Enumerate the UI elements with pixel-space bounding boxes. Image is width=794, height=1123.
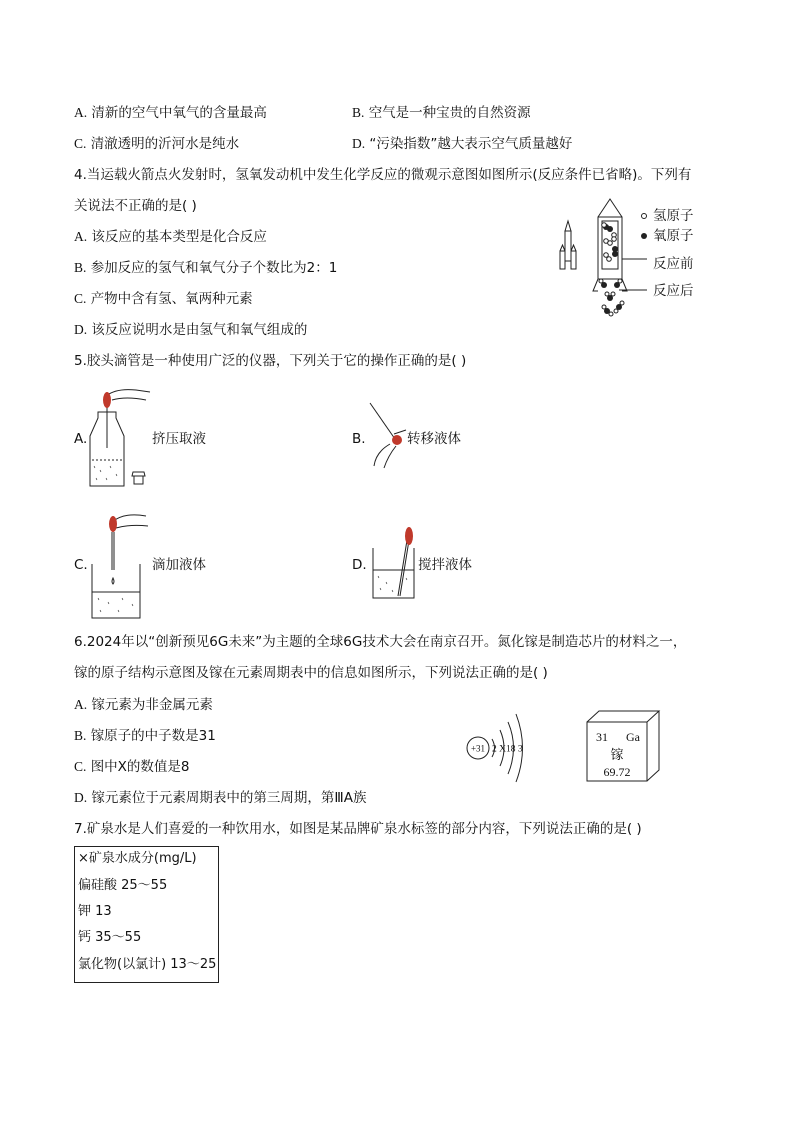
- q3-option-a: [74, 103, 267, 123]
- option-label: A.: [74, 105, 88, 120]
- dropper-bulb: [392, 435, 402, 445]
- label-row-chloride: 氯化物(以氯计) 13～25: [78, 957, 217, 972]
- dropper-dropping-figure: [88, 508, 152, 620]
- reactant-molecules: [602, 223, 618, 262]
- q6-stem-line2: 镓的原子结构示意图及镓在元素周期表中的信息如图所示，下列说法正确的是( ): [74, 665, 548, 681]
- dropper-transfer-figure: [366, 400, 410, 472]
- option-text: 产物中含有氢、氧两种元素: [90, 291, 253, 307]
- option-label: A.: [74, 697, 88, 712]
- legend-hydrogen-label: 氢原子: [653, 208, 694, 224]
- q7-stem: 7.矿泉水是人们喜爱的一种饮用水，如图是某品牌矿泉水标签的部分内容，下列说法正确的是( ): [74, 821, 642, 837]
- electron-shells: 2 X18 3: [492, 744, 523, 755]
- q5-option-c-text: 滴加液体: [152, 557, 206, 573]
- q6-option-a: [74, 695, 213, 715]
- dropper-bulb: [103, 392, 111, 408]
- option-text: 该反应的基本类型是化合反应: [91, 229, 267, 245]
- q4-stem-line1: 4.当运载火箭点火发射时，氢氧发动机中发生化学反应的微观示意图如图所示(反应条件已省略)。下列有: [74, 167, 692, 183]
- label-row-potassium: 钾 13: [78, 904, 112, 919]
- q5-option-b-text: 转移液体: [407, 431, 461, 447]
- q5-option-a-text: 挤压取液: [152, 431, 206, 447]
- mineral-water-label-table: [74, 846, 219, 983]
- option-label: C.: [74, 291, 87, 306]
- option-label: D.: [352, 136, 366, 151]
- hydrogen-legend-icon: [642, 214, 647, 219]
- dropper-squeeze-figure: [86, 388, 154, 492]
- option-label: C.: [74, 136, 87, 151]
- option-label: D.: [74, 790, 88, 805]
- q4-option-b: [74, 258, 337, 278]
- label-row-metasilicic-acid: 偏硅酸 25～55: [78, 878, 168, 893]
- q4-option-c: [74, 289, 253, 309]
- before-reaction-label: 反应前: [653, 256, 694, 272]
- label-row-title: ×矿泉水成分(mg/L): [78, 851, 197, 866]
- q5-stem: 5.胶头滴管是一种使用广泛的仪器，下列关于它的操作正确的是( ): [74, 353, 467, 369]
- option-text: 该反应说明水是由氢气和氧气组成的: [91, 322, 308, 338]
- q5-option-b-label: B.: [352, 431, 366, 447]
- dropper-bulb: [405, 527, 413, 545]
- option-text: 清澈透明的沂河水是纯水: [90, 136, 240, 152]
- small-rocket-icon: [560, 221, 576, 269]
- dropper-stirring-figure: [370, 526, 418, 600]
- gallium-atom-structure-diagram: [462, 712, 536, 784]
- q3-option-b: [352, 103, 531, 123]
- rocket-reaction-figure: [555, 195, 725, 325]
- option-text: 空气是一种宝贵的自然资源: [368, 105, 531, 121]
- dropper-bulb: [109, 516, 117, 532]
- option-label: D.: [74, 322, 88, 337]
- element-name: 镓: [610, 747, 624, 762]
- option-text: 清新的空气中氧气的含量最高: [91, 105, 267, 121]
- element-symbol: Ga: [626, 730, 640, 744]
- q4-option-d: [74, 320, 307, 340]
- atomic-number: 31: [596, 730, 608, 744]
- option-text: “污染指数”越大表示空气质量越好: [369, 136, 573, 152]
- after-reaction-label: 反应后: [653, 283, 694, 299]
- option-label: B.: [74, 260, 87, 275]
- q4-stem-line2: 关说法不正确的是( ): [74, 198, 197, 214]
- option-label: A.: [74, 229, 88, 244]
- option-text: 镓元素为非金属元素: [91, 697, 213, 713]
- q6-option-c: [74, 757, 190, 777]
- q5-option-d-text: 搅拌液体: [418, 557, 472, 573]
- q5-option-c-label: C.: [74, 557, 88, 573]
- q5-option-a-label: A.: [74, 431, 88, 447]
- option-label: C.: [74, 759, 87, 774]
- option-text: 图中X的数值是8: [90, 759, 190, 775]
- option-text: 镓元素位于元素周期表中的第三周期，第ⅢA族: [91, 790, 367, 806]
- q3-option-d: [352, 134, 572, 154]
- q6-stem-line1: 6.2024年以“创新预见6G未来”为主题的全球6G技术大会在南京召开。氮化镓是制造芯片的材料之一，: [74, 634, 687, 650]
- nucleus-charge: +31: [470, 743, 486, 754]
- q5-option-d-label: D.: [352, 557, 367, 573]
- option-text: 参加反应的氢气和氧气分子个数比为2：1: [90, 260, 338, 276]
- oxygen-legend-icon: [641, 233, 647, 239]
- option-text: 镓原子的中子数是31: [90, 728, 216, 744]
- atomic-mass: 69.72: [603, 765, 631, 779]
- legend-oxygen-label: 氧原子: [653, 228, 694, 244]
- gallium-periodic-cell: [586, 710, 661, 782]
- option-label: B.: [74, 728, 87, 743]
- product-molecules: [599, 279, 624, 316]
- q3-option-c: [74, 134, 239, 154]
- large-rocket-icon: [593, 199, 647, 291]
- q6-option-b: [74, 726, 216, 746]
- q6-option-d: [74, 788, 366, 808]
- q4-option-a: [74, 227, 267, 247]
- option-label: B.: [352, 105, 365, 120]
- label-row-calcium: 钙 35～55: [78, 930, 142, 945]
